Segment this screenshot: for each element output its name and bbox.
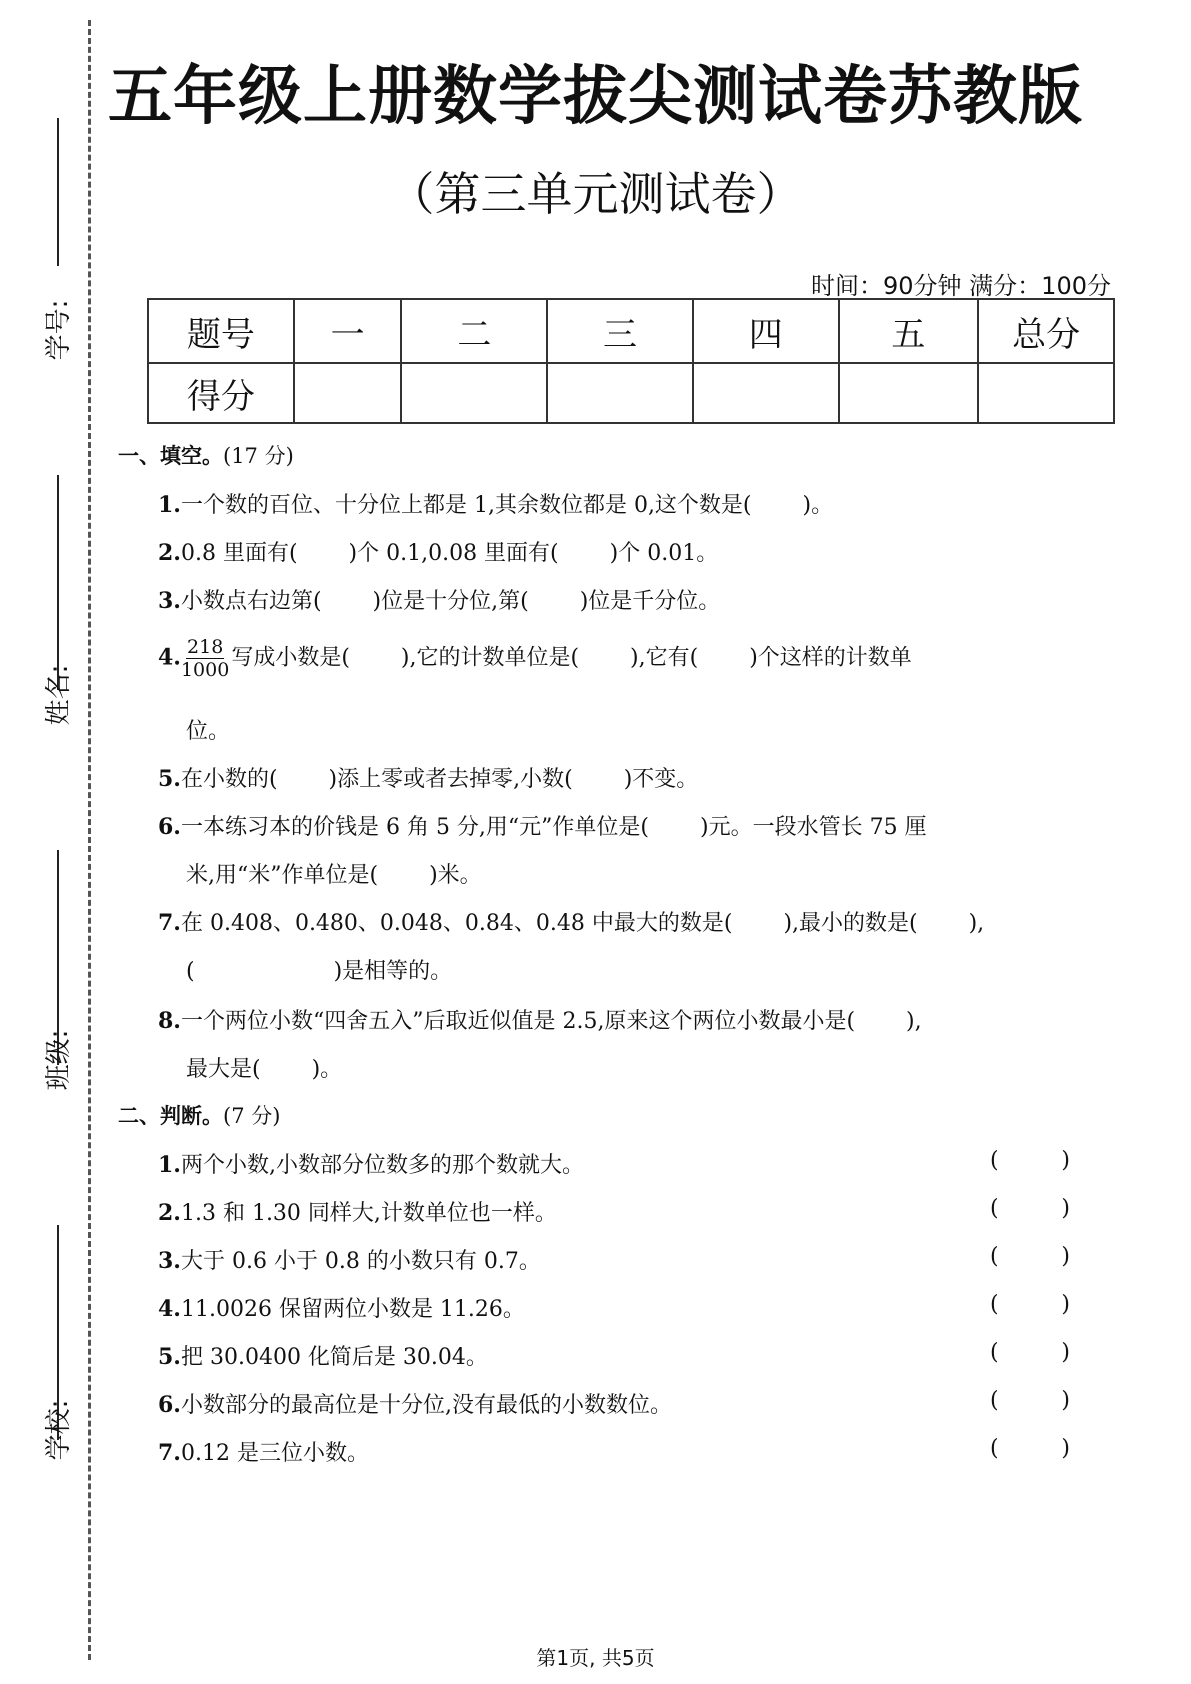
fraction-denominator: 1000 xyxy=(180,659,230,681)
fill-question xyxy=(158,1004,922,1035)
question-continuation: 米,用“米”作单位是( )米。 xyxy=(186,863,482,888)
paren-close: ) xyxy=(1061,1292,1070,1317)
cut-line-dashed xyxy=(88,20,91,1660)
name-label: 姓名: xyxy=(43,664,74,726)
answer-parentheses[interactable] xyxy=(990,1244,1070,1269)
score-table-header-cell: 三 xyxy=(547,299,693,363)
paren-open: ( xyxy=(990,1436,999,1461)
question-text: 大于 0.6 小于 0.8 的小数只有 0.7。 xyxy=(180,1249,541,1274)
question-continuation: 位。 xyxy=(186,719,231,744)
question-text: 0.12 是三位小数。 xyxy=(180,1441,369,1466)
score-table-header-cell: 二 xyxy=(401,299,547,363)
section-title-text: 二、判断。 xyxy=(118,1103,223,1128)
section-points: (7 分) xyxy=(223,1104,281,1128)
fill-question xyxy=(158,810,927,841)
score-cell[interactable] xyxy=(294,363,402,423)
question-number: 7. xyxy=(158,1440,181,1466)
question-number: 2. xyxy=(158,540,181,566)
paren-open: ( xyxy=(990,1340,999,1365)
judge-question xyxy=(158,1436,369,1467)
question-number: 6. xyxy=(158,814,181,840)
answer-parentheses[interactable] xyxy=(990,1196,1070,1221)
score-table-header-cell: 五 xyxy=(839,299,979,363)
judge-question xyxy=(158,1244,541,1275)
fill-question xyxy=(158,906,984,937)
score-table-header-cell: 一 xyxy=(294,299,402,363)
section-points: (17 分) xyxy=(223,444,294,468)
paren-close: ) xyxy=(1061,1340,1070,1365)
question-number: 4. xyxy=(158,1296,181,1322)
score-table-header-cell: 题号 xyxy=(148,299,294,363)
paren-close: ) xyxy=(1061,1436,1070,1461)
score-cell[interactable] xyxy=(547,363,693,423)
section-judge-title xyxy=(118,1100,280,1130)
student-id-label: 学号: xyxy=(43,299,74,361)
score-cell[interactable] xyxy=(693,363,839,423)
fraction-numerator: 218 xyxy=(187,636,224,658)
question-continuation: ( )是相等的。 xyxy=(186,959,453,984)
fill-question xyxy=(158,636,912,681)
paren-open: ( xyxy=(990,1388,999,1413)
score-table xyxy=(147,298,1115,424)
paren-open: ( xyxy=(990,1292,999,1317)
question-number: 5. xyxy=(158,766,181,792)
question-number: 3. xyxy=(158,588,181,614)
question-text: 一本练习本的价钱是 6 角 5 分,用“元”作单位是( )元。一段水管长 75 厘 xyxy=(180,815,927,840)
paren-close: ) xyxy=(1061,1196,1070,1221)
question-text: 两个小数,小数部分位数多的那个数就大。 xyxy=(180,1153,584,1178)
fill-question xyxy=(158,536,718,567)
score-cell[interactable] xyxy=(978,363,1114,423)
question-text: 0.8 里面有( )个 0.1,0.08 里面有( )个 0.01。 xyxy=(180,541,719,566)
page-subtitle: （第三单元测试卷） xyxy=(388,167,803,221)
name-blank-line xyxy=(57,475,59,690)
question-number: 1. xyxy=(158,1152,181,1178)
question-number: 8. xyxy=(158,1008,181,1034)
judge-question xyxy=(158,1388,672,1419)
school-label: 学校: xyxy=(43,1399,74,1461)
paren-open: ( xyxy=(990,1148,999,1173)
question-number: 1. xyxy=(158,492,181,518)
score-row-label: 得分 xyxy=(148,363,294,423)
question-number: 6. xyxy=(158,1392,181,1418)
score-cell[interactable] xyxy=(401,363,547,423)
score-table-header-cell: 四 xyxy=(693,299,839,363)
question-number: 7. xyxy=(158,910,181,936)
question-text: 写成小数是( ),它的计数单位是( ),它有( )个这样的计数单 xyxy=(231,645,912,671)
exam-meta: 时间：90分钟 满分：100分 xyxy=(811,272,1111,300)
question-text: 1.3 和 1.30 同样大,计数单位也一样。 xyxy=(180,1201,557,1226)
question-continuation: 最大是( )。 xyxy=(186,1057,343,1082)
fill-question xyxy=(158,584,720,615)
judge-question xyxy=(158,1148,584,1179)
judge-question xyxy=(158,1340,488,1371)
paren-open: ( xyxy=(990,1244,999,1269)
score-table-header-cell: 总分 xyxy=(978,299,1114,363)
paren-close: ) xyxy=(1061,1388,1070,1413)
question-text: 在 0.408、0.480、0.048、0.84、0.48 中最大的数是( ),最小的数是( ), xyxy=(180,911,985,936)
score-table-header-row xyxy=(148,299,1114,363)
score-table-score-row xyxy=(148,363,1114,423)
answer-parentheses[interactable] xyxy=(990,1436,1070,1461)
class-label: 班级: xyxy=(43,1029,74,1091)
answer-parentheses[interactable] xyxy=(990,1292,1070,1317)
fill-question xyxy=(158,488,833,519)
paren-close: ) xyxy=(1061,1148,1070,1173)
score-cell[interactable] xyxy=(839,363,979,423)
question-text: 一个两位小数“四舍五入”后取近似值是 2.5,原来这个两位小数最小是( ), xyxy=(180,1009,922,1034)
answer-parentheses[interactable] xyxy=(990,1148,1070,1173)
section-title-text: 一、填空。 xyxy=(118,443,223,468)
fraction xyxy=(181,636,229,681)
question-number: 2. xyxy=(158,1200,181,1226)
section-fill-blank-title xyxy=(118,440,294,470)
page-number: 第1页, 共5页 xyxy=(536,1646,655,1670)
paren-open: ( xyxy=(990,1196,999,1221)
judge-question xyxy=(158,1196,557,1227)
paren-close: ) xyxy=(1061,1244,1070,1269)
question-number: 4. xyxy=(158,644,181,671)
question-text: 把 30.0400 化简后是 30.04。 xyxy=(180,1345,488,1370)
answer-parentheses[interactable] xyxy=(990,1388,1070,1413)
question-text: 11.0026 保留两位小数是 11.26。 xyxy=(180,1297,525,1322)
question-number: 3. xyxy=(158,1248,181,1274)
question-text: 小数点右边第( )位是十分位,第( )位是千分位。 xyxy=(180,589,721,614)
question-text: 在小数的( )添上零或者去掉零,小数( )不变。 xyxy=(180,767,699,792)
page-title: 五年级上册数学拔尖测试卷苏教版 xyxy=(108,60,1083,134)
question-text: 小数部分的最高位是十分位,没有最低的小数数位。 xyxy=(180,1393,672,1418)
judge-question xyxy=(158,1292,525,1323)
question-text: 一个数的百位、十分位上都是 1,其余数位都是 0,这个数是( )。 xyxy=(180,493,834,518)
answer-parentheses[interactable] xyxy=(990,1340,1070,1365)
question-number: 5. xyxy=(158,1344,181,1370)
fill-question xyxy=(158,762,698,793)
